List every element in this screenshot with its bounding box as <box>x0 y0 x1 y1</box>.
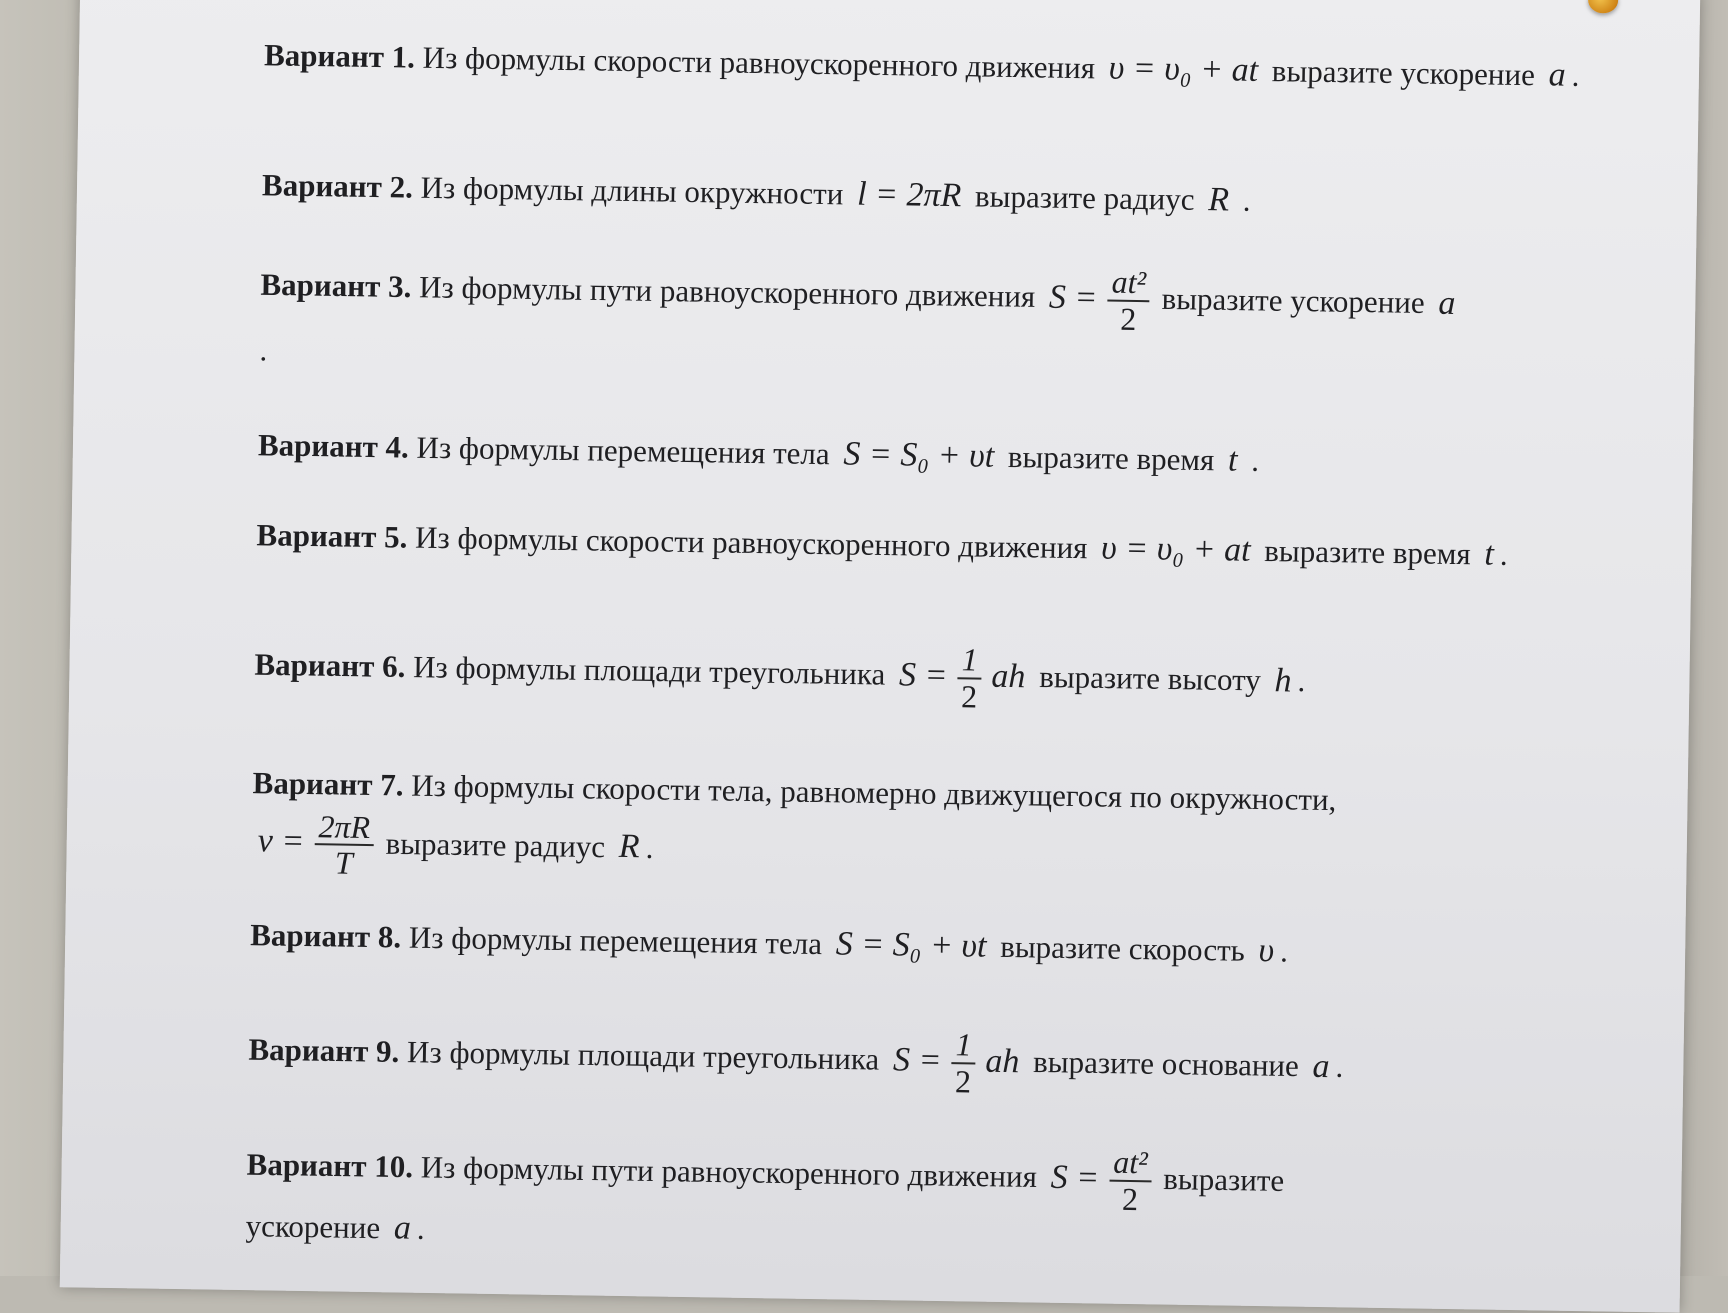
task-4-lead: Вариант 4. <box>257 427 410 465</box>
task-6-formula-rhs: ah <box>991 657 1026 695</box>
task-6-lead: Вариант 6. <box>254 646 406 685</box>
task-8-lead: Вариант 8. <box>250 917 402 955</box>
task-3-lead: Вариант 3. <box>260 266 412 305</box>
task-2-formula: l = 2πR <box>856 175 962 215</box>
task-7-text-before: Из формулы скорости тела, равномерно движущегося по окружности, <box>403 767 1337 818</box>
task-3-fraction-denominator: 2 <box>1120 300 1137 337</box>
task-5-end: . <box>1499 536 1508 572</box>
task-7-fraction-denominator: T <box>334 844 353 882</box>
task-10-fraction <box>1108 1143 1152 1217</box>
task-9-end: . <box>1335 1048 1344 1084</box>
task-8-text-after: выразите скорость <box>992 928 1253 968</box>
task-10-text-before: Из формулы пути равноускоренного движения <box>412 1149 1045 1195</box>
task-2-lead: Вариант 2. <box>261 167 414 205</box>
task-1-text-after: выразите ускорение <box>1263 52 1543 93</box>
task-1 <box>264 32 1685 101</box>
task-6-target: h <box>1274 661 1292 699</box>
task-1-end: . <box>1571 57 1580 93</box>
task-9-fraction-denominator: 2 <box>954 1062 972 1100</box>
task-9-lead: Вариант 9. <box>248 1031 400 1069</box>
task-8-end: . <box>1279 933 1289 969</box>
task-4-end: . <box>1243 442 1260 478</box>
task-4-formula: S = S₀ + υt <box>843 435 995 475</box>
task-6-fraction <box>957 643 982 714</box>
task-6-formula-lhs: S = <box>898 655 948 694</box>
task-5-formula: υ = υ₀ + at <box>1100 529 1251 569</box>
task-10-fraction-denominator: 2 <box>1121 1180 1139 1217</box>
task-6-end: . <box>1297 663 1306 699</box>
task-3-fraction-numerator: at² <box>1107 266 1150 302</box>
task-8-target: υ <box>1258 931 1275 970</box>
task-6-text-after: выразите высоту <box>1031 658 1269 698</box>
task-4-text-before: Из формулы перемещения тела <box>408 429 838 472</box>
task-1-target: a <box>1548 56 1566 94</box>
task-9-target: a <box>1312 1047 1330 1085</box>
task-3-end: . <box>259 332 268 368</box>
task-6-fraction-denominator: 2 <box>960 677 978 715</box>
task-10-text-after: выразите <box>1155 1160 1285 1198</box>
task-7-lead: Вариант 7. <box>252 765 404 803</box>
task-10-end: . <box>416 1210 425 1246</box>
task-9-text-before: Из формулы площади треугольника <box>399 1034 888 1077</box>
task-7-text-after: выразите радиус <box>377 825 614 865</box>
task-6-text-before: Из формулы площади треугольника <box>405 649 894 692</box>
task-5-lead: Вариант 5. <box>256 517 408 555</box>
task-6-fraction-numerator: 1 <box>957 643 982 679</box>
worksheet-content <box>245 32 1684 1247</box>
task-10-formula-lhs: S = <box>1050 1158 1100 1197</box>
task-3-target: a <box>1438 284 1456 322</box>
task-7-formula-lhs: ν = <box>257 822 305 861</box>
task-10 <box>245 1132 1284 1266</box>
task-10-target: a <box>393 1209 412 1247</box>
task-3-text-before: Из формулы пути равноускоренного движения <box>411 269 1044 315</box>
task-7-fraction <box>314 807 375 882</box>
task-10-fraction-numerator: at² <box>1109 1146 1152 1182</box>
task-2 <box>262 162 1251 224</box>
task-1-formula: υ = υ₀ + at <box>1108 49 1259 89</box>
task-10-text-line2: ускорение <box>245 1207 389 1246</box>
worksheet-paper <box>60 0 1701 1313</box>
task-3-formula-lhs: S = <box>1048 278 1098 316</box>
task-9-fraction <box>951 1028 976 1099</box>
task-1-lead: Вариант 1. <box>263 37 416 75</box>
task-4-text-after: выразите время <box>999 438 1223 478</box>
task-9 <box>248 1017 1344 1105</box>
task-2-text-before: Из формулы длины окружности <box>412 169 852 212</box>
task-5-text-after: выразите время <box>1256 532 1479 572</box>
task-7-line-2 <box>251 809 1336 897</box>
task-3 <box>260 252 1462 342</box>
task-9-formula-rhs: ah <box>985 1042 1020 1080</box>
task-2-target: R <box>1207 181 1230 219</box>
task-2-text-after: выразите радиус <box>967 178 1203 218</box>
task-8-formula: S = S₀ + υt <box>835 925 987 965</box>
task-7-end: . <box>645 829 654 865</box>
push-pin-icon <box>1588 0 1618 14</box>
task-9-text-after: выразите основание <box>1025 1043 1307 1084</box>
task-4-target: t <box>1227 441 1238 479</box>
task-9-formula-lhs: S = <box>892 1040 942 1079</box>
task-10-lead: Вариант 10. <box>246 1146 414 1185</box>
task-2-end: . <box>1234 182 1251 218</box>
task-9-fraction-numerator: 1 <box>951 1028 976 1064</box>
task-3-text-after: выразите ускорение <box>1153 280 1433 321</box>
task-4 <box>258 422 1260 485</box>
task-7-target: R <box>618 828 640 866</box>
task-5-target: t <box>1484 535 1495 573</box>
task-3-fraction <box>1107 263 1151 337</box>
task-7-fraction-numerator: 2πR <box>314 810 374 847</box>
task-8 <box>250 912 1288 975</box>
task-5 <box>256 512 1677 581</box>
task-6 <box>254 632 1306 719</box>
task-5-text-before: Из формулы скорости равноускоренного движения <box>407 519 1096 566</box>
task-8-text-before: Из формулы перемещения тела <box>400 919 831 962</box>
task-1-text-before: Из формулы скорости равноускоренного движения <box>414 39 1104 86</box>
task-7 <box>251 762 1336 897</box>
